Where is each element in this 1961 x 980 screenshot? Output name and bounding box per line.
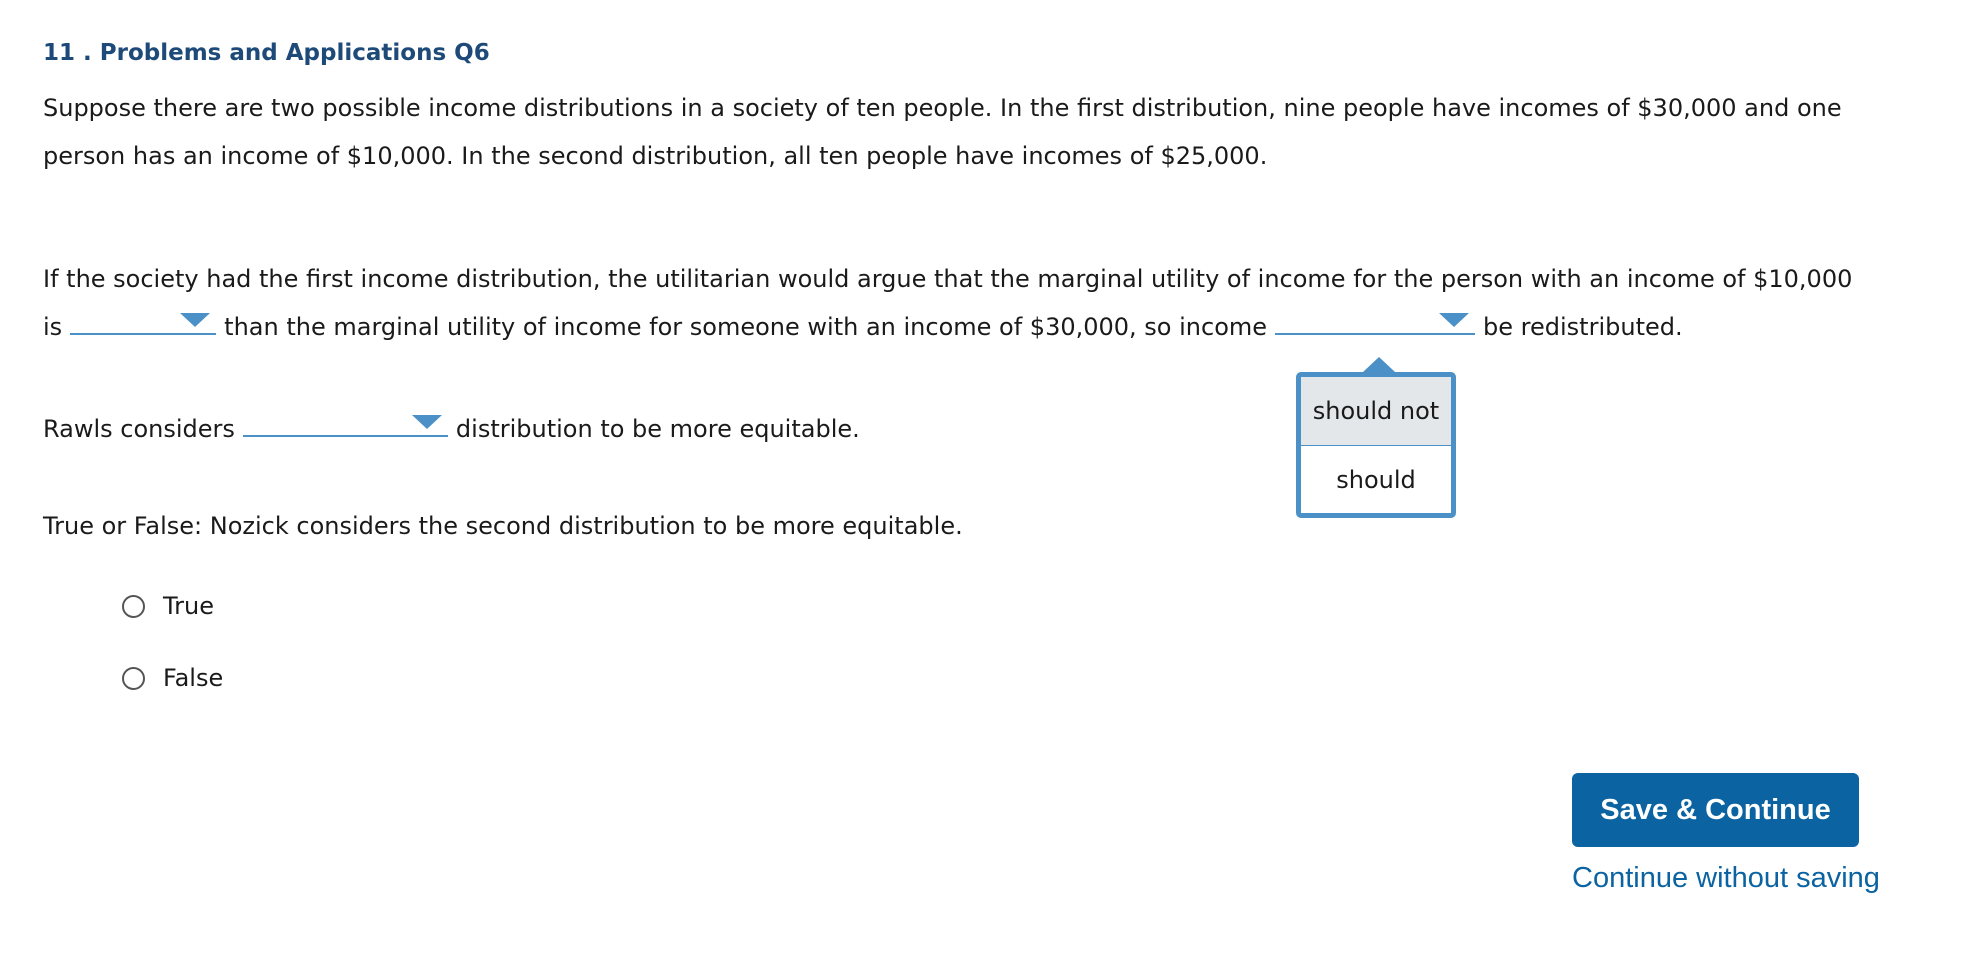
utilitarian-question bbox=[43, 255, 1923, 351]
radio-option-true[interactable] bbox=[122, 592, 214, 620]
question-title: 11 . Problems and Applications Q6 bbox=[43, 40, 490, 66]
rawls-prefix: Rawls considers bbox=[43, 415, 235, 443]
intro-line-2: person has an income of $10,000. In the second distribution, all ten people have incomes of $25,000. bbox=[43, 142, 1268, 170]
utilitarian-prefix: is bbox=[43, 313, 63, 341]
marginal-utility-dropdown[interactable] bbox=[70, 303, 216, 335]
utilitarian-line-2 bbox=[43, 303, 1923, 351]
triangle-down-icon bbox=[180, 313, 210, 327]
radio-label-false: False bbox=[163, 664, 224, 692]
utilitarian-suffix: be redistributed. bbox=[1483, 313, 1683, 341]
rawls-suffix: distribution to be more equitable. bbox=[455, 415, 860, 443]
triangle-down-icon bbox=[1439, 313, 1469, 327]
utilitarian-line-1: If the society had the first income distribution, the utilitarian would argue that the marginal utility of income for the person with an income of $10,000 bbox=[43, 265, 1853, 293]
option-should-not[interactable]: should not bbox=[1301, 377, 1451, 446]
radio-button-true[interactable] bbox=[122, 595, 145, 618]
utilitarian-middle: than the marginal utility of income for someone with an income of $30,000, so income bbox=[224, 313, 1268, 341]
save-continue-button[interactable]: Save & Continue bbox=[1572, 773, 1859, 847]
option-should[interactable]: should bbox=[1336, 466, 1416, 494]
rawls-line bbox=[43, 405, 1923, 453]
continue-without-saving-link[interactable]: Continue without saving bbox=[1572, 862, 1880, 894]
caret-up-icon bbox=[1363, 357, 1395, 372]
redistribution-dropdown[interactable] bbox=[1275, 303, 1475, 335]
nozick-question bbox=[43, 502, 1923, 550]
intro-line-1: Suppose there are two possible income distributions in a society of ten people. In the first distribution, nine people have incomes of $30,000 and one bbox=[43, 94, 1842, 122]
nozick-prompt: True or False: Nozick considers the second distribution to be more equitable. bbox=[43, 512, 963, 540]
triangle-down-icon bbox=[412, 415, 442, 429]
rawls-question bbox=[43, 405, 1923, 453]
radio-button-false[interactable] bbox=[122, 667, 145, 690]
radio-label-true: True bbox=[163, 592, 214, 620]
question-intro bbox=[43, 84, 1923, 180]
rawls-dropdown[interactable] bbox=[243, 405, 448, 437]
radio-option-false[interactable] bbox=[122, 664, 223, 692]
